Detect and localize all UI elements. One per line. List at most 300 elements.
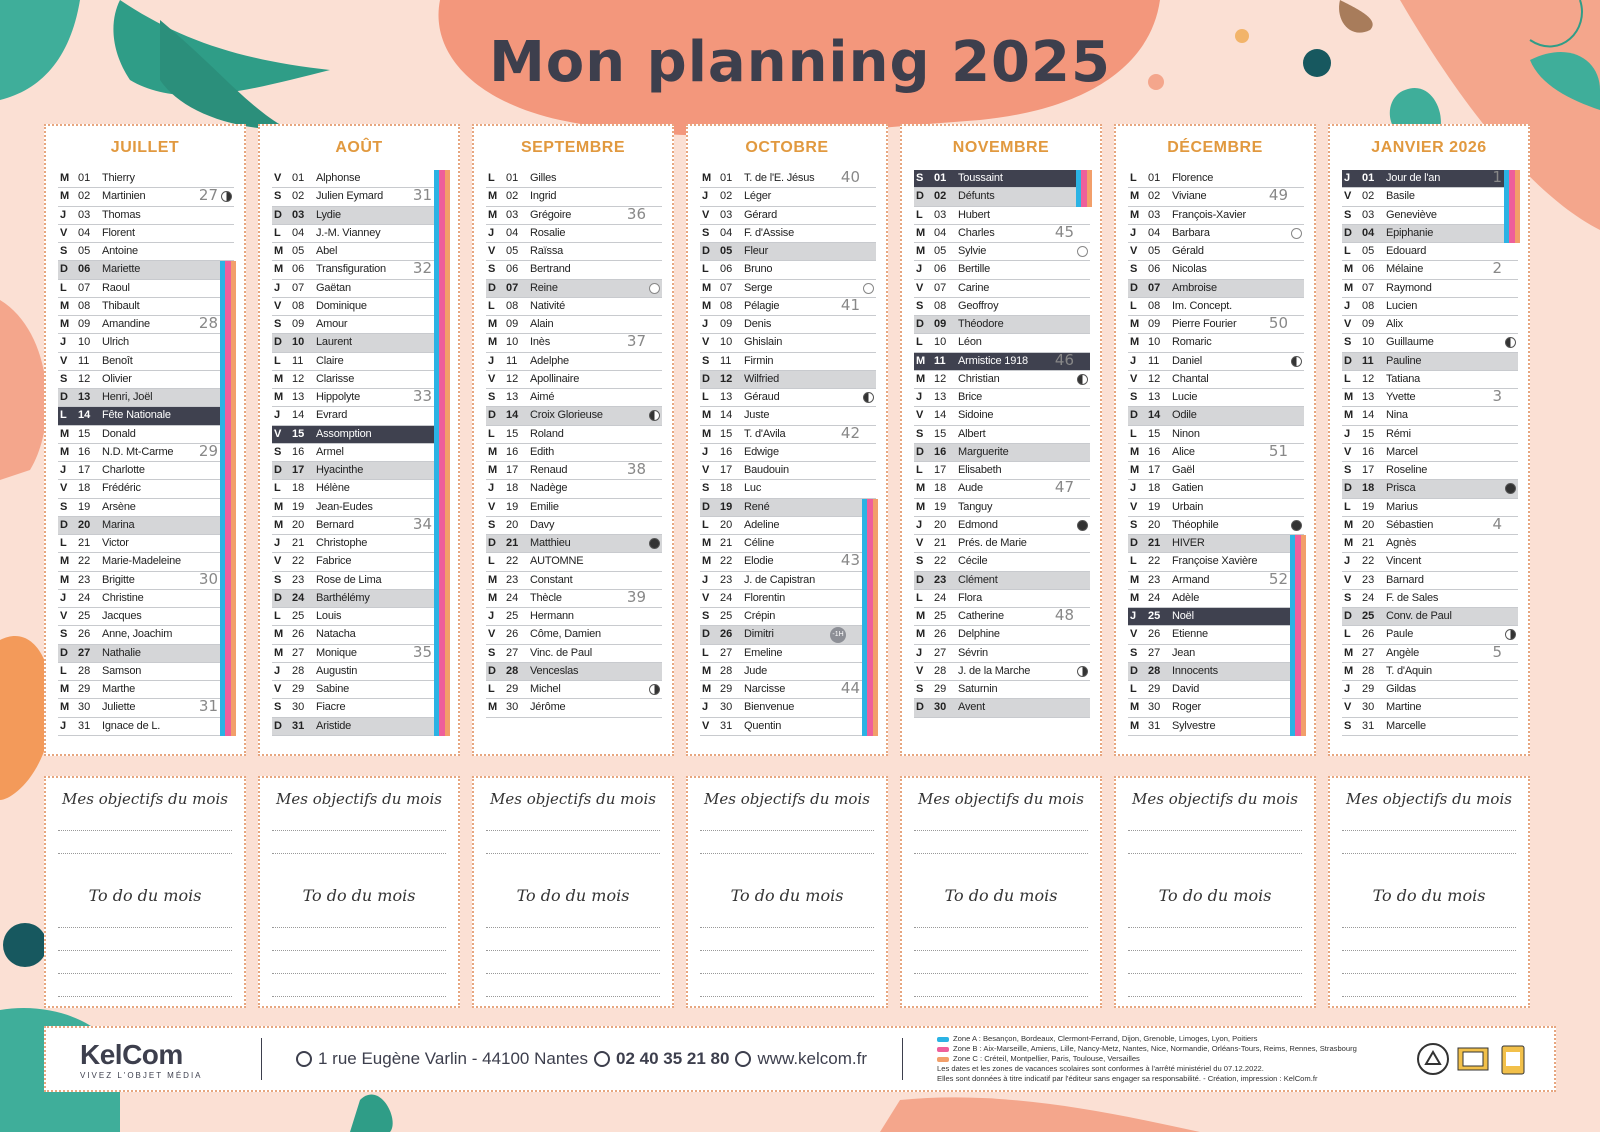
day-row[interactable] bbox=[272, 590, 448, 608]
day-row[interactable] bbox=[272, 426, 448, 444]
day-row[interactable] bbox=[914, 590, 1090, 608]
day-row[interactable] bbox=[58, 645, 234, 663]
day-row[interactable] bbox=[1128, 517, 1304, 535]
day-number: 28 bbox=[720, 664, 733, 677]
day-row[interactable] bbox=[914, 645, 1090, 663]
day-letter: D bbox=[916, 445, 924, 458]
day-row[interactable] bbox=[914, 480, 1090, 498]
saint-name: Emeline bbox=[744, 646, 783, 659]
saint-name: Florence bbox=[1172, 172, 1214, 185]
day-row[interactable] bbox=[914, 371, 1090, 389]
day-row[interactable] bbox=[58, 569, 234, 590]
writing-line[interactable] bbox=[272, 927, 446, 928]
writing-line[interactable] bbox=[1342, 950, 1516, 951]
day-row[interactable] bbox=[58, 225, 234, 243]
day-row[interactable] bbox=[272, 663, 448, 681]
day-number: 08 bbox=[78, 299, 91, 312]
day-row[interactable] bbox=[1128, 681, 1304, 699]
day-row[interactable] bbox=[1342, 499, 1518, 517]
writing-line[interactable] bbox=[914, 973, 1088, 974]
writing-line[interactable] bbox=[272, 950, 446, 951]
day-row[interactable] bbox=[914, 626, 1090, 644]
day-row[interactable] bbox=[486, 426, 662, 444]
day-letter: J bbox=[60, 719, 67, 732]
day-row[interactable] bbox=[272, 499, 448, 517]
day-row[interactable] bbox=[700, 517, 876, 535]
day-row[interactable] bbox=[914, 280, 1090, 298]
day-row[interactable] bbox=[58, 334, 234, 352]
day-number: 27 bbox=[1148, 646, 1161, 659]
day-row[interactable] bbox=[914, 389, 1090, 407]
day-row[interactable] bbox=[1128, 480, 1304, 498]
day-row[interactable] bbox=[1128, 499, 1304, 517]
day-row[interactable] bbox=[58, 699, 234, 717]
day-row[interactable] bbox=[1128, 645, 1304, 663]
day-row[interactable] bbox=[272, 207, 448, 225]
writing-line[interactable] bbox=[914, 853, 1088, 854]
saint-name: Odile bbox=[1172, 409, 1197, 422]
saint-name: Fabrice bbox=[316, 555, 352, 568]
day-row[interactable] bbox=[1342, 681, 1518, 699]
writing-line[interactable] bbox=[914, 830, 1088, 831]
day-row[interactable] bbox=[58, 207, 234, 225]
writing-line[interactable] bbox=[58, 853, 232, 854]
day-row[interactable] bbox=[1342, 462, 1518, 480]
writing-line[interactable] bbox=[700, 950, 874, 951]
day-row[interactable] bbox=[58, 298, 234, 316]
writing-line[interactable] bbox=[58, 973, 232, 974]
writing-line[interactable] bbox=[272, 853, 446, 854]
day-row[interactable] bbox=[272, 718, 448, 736]
day-row[interactable] bbox=[58, 353, 234, 371]
day-row[interactable] bbox=[914, 316, 1090, 334]
day-row[interactable] bbox=[272, 626, 448, 644]
day-row[interactable] bbox=[58, 316, 234, 334]
day-row[interactable] bbox=[914, 517, 1090, 535]
writing-line[interactable] bbox=[1128, 996, 1302, 997]
day-row[interactable] bbox=[1128, 718, 1304, 736]
day-row[interactable] bbox=[1342, 480, 1518, 498]
day-row[interactable] bbox=[700, 280, 876, 298]
day-row[interactable] bbox=[700, 295, 876, 316]
day-row[interactable] bbox=[58, 389, 234, 407]
day-row[interactable] bbox=[486, 280, 662, 298]
day-row[interactable] bbox=[1342, 170, 1518, 188]
day-row[interactable] bbox=[914, 243, 1090, 261]
day-row[interactable] bbox=[272, 170, 448, 188]
day-number: 04 bbox=[934, 226, 947, 239]
day-row[interactable] bbox=[1128, 569, 1304, 590]
day-row[interactable] bbox=[914, 350, 1090, 371]
day-letter: J bbox=[274, 664, 281, 677]
day-row[interactable] bbox=[58, 681, 234, 699]
day-row[interactable] bbox=[58, 663, 234, 681]
day-row[interactable] bbox=[914, 499, 1090, 517]
writing-line[interactable] bbox=[914, 927, 1088, 928]
writing-line[interactable] bbox=[1342, 996, 1516, 997]
day-number: 06 bbox=[78, 263, 91, 276]
day-row[interactable] bbox=[272, 280, 448, 298]
day-row[interactable] bbox=[1342, 535, 1518, 553]
day-row[interactable] bbox=[700, 444, 876, 462]
day-row[interactable] bbox=[1128, 243, 1304, 261]
day-row[interactable] bbox=[58, 188, 234, 206]
day-row[interactable] bbox=[486, 608, 662, 626]
day-row[interactable] bbox=[486, 462, 662, 480]
day-row[interactable] bbox=[486, 553, 662, 571]
day-row[interactable] bbox=[486, 699, 662, 717]
day-row[interactable] bbox=[700, 389, 876, 407]
day-row[interactable] bbox=[486, 389, 662, 407]
day-row[interactable] bbox=[58, 441, 234, 462]
day-row[interactable] bbox=[58, 517, 234, 535]
day-row[interactable] bbox=[700, 699, 876, 717]
day-row[interactable] bbox=[486, 444, 662, 462]
day-row[interactable] bbox=[700, 572, 876, 590]
day-row[interactable] bbox=[914, 334, 1090, 352]
day-row[interactable] bbox=[1342, 718, 1518, 736]
day-row[interactable] bbox=[914, 170, 1090, 188]
day-row[interactable] bbox=[486, 572, 662, 590]
writing-line[interactable] bbox=[58, 996, 232, 997]
day-row[interactable] bbox=[1342, 243, 1518, 261]
day-row[interactable] bbox=[272, 681, 448, 699]
day-row[interactable] bbox=[272, 514, 448, 535]
day-row[interactable] bbox=[58, 407, 234, 425]
writing-line[interactable] bbox=[914, 950, 1088, 951]
writing-line[interactable] bbox=[486, 830, 660, 831]
day-row[interactable] bbox=[1342, 389, 1518, 407]
day-row[interactable] bbox=[1128, 663, 1304, 681]
day-row[interactable] bbox=[1128, 608, 1304, 626]
day-row[interactable] bbox=[1342, 298, 1518, 316]
writing-line[interactable] bbox=[58, 927, 232, 928]
day-row[interactable] bbox=[700, 334, 876, 352]
day-row[interactable] bbox=[1128, 371, 1304, 389]
day-row[interactable] bbox=[1342, 699, 1518, 717]
day-row[interactable] bbox=[914, 261, 1090, 279]
day-number: 13 bbox=[1148, 391, 1161, 404]
day-row[interactable] bbox=[486, 353, 662, 371]
writing-line[interactable] bbox=[486, 950, 660, 951]
day-row[interactable] bbox=[700, 207, 876, 225]
day-row[interactable] bbox=[58, 243, 234, 261]
day-row[interactable] bbox=[486, 204, 662, 225]
day-number: 11 bbox=[78, 354, 90, 367]
day-row[interactable] bbox=[700, 645, 876, 663]
day-row[interactable] bbox=[272, 553, 448, 571]
writing-line[interactable] bbox=[1128, 950, 1302, 951]
day-row[interactable] bbox=[914, 699, 1090, 717]
day-row[interactable] bbox=[914, 535, 1090, 553]
day-row[interactable] bbox=[272, 316, 448, 334]
day-row[interactable] bbox=[486, 407, 662, 425]
day-row[interactable] bbox=[914, 407, 1090, 425]
day-row[interactable] bbox=[914, 663, 1090, 681]
day-row[interactable] bbox=[1342, 626, 1518, 644]
day-row[interactable] bbox=[272, 389, 448, 407]
day-row[interactable] bbox=[272, 699, 448, 717]
saint-name: Augustin bbox=[316, 664, 358, 677]
vacation-stripes bbox=[1290, 535, 1306, 736]
day-letter: M bbox=[274, 245, 284, 258]
writing-line[interactable] bbox=[486, 927, 660, 928]
day-row[interactable] bbox=[914, 426, 1090, 444]
day-row[interactable] bbox=[700, 225, 876, 243]
day-row[interactable] bbox=[1128, 298, 1304, 316]
day-row[interactable] bbox=[58, 718, 234, 736]
day-row[interactable] bbox=[58, 371, 234, 389]
day-row[interactable] bbox=[700, 371, 876, 389]
day-number: 03 bbox=[506, 208, 519, 221]
day-number: 11 bbox=[934, 354, 946, 367]
day-row[interactable] bbox=[58, 280, 234, 298]
day-list bbox=[486, 170, 662, 718]
writing-line[interactable] bbox=[700, 853, 874, 854]
day-row[interactable] bbox=[1128, 626, 1304, 644]
day-row[interactable] bbox=[1342, 514, 1518, 535]
day-row[interactable] bbox=[272, 188, 448, 206]
writing-line[interactable] bbox=[486, 973, 660, 974]
day-row[interactable] bbox=[700, 423, 876, 444]
day-row[interactable] bbox=[58, 553, 234, 571]
saint-name: Agnès bbox=[1386, 537, 1417, 550]
day-row[interactable] bbox=[1128, 207, 1304, 225]
day-row[interactable] bbox=[272, 462, 448, 480]
day-row[interactable] bbox=[1128, 441, 1304, 462]
writing-line[interactable] bbox=[1128, 927, 1302, 928]
day-row[interactable] bbox=[700, 663, 876, 681]
writing-line[interactable] bbox=[1128, 853, 1302, 854]
day-row[interactable] bbox=[1128, 426, 1304, 444]
day-row[interactable] bbox=[700, 608, 876, 626]
day-row[interactable] bbox=[272, 298, 448, 316]
day-row[interactable] bbox=[1342, 553, 1518, 571]
day-row[interactable] bbox=[272, 334, 448, 352]
day-row[interactable] bbox=[700, 243, 876, 261]
writing-line[interactable] bbox=[272, 996, 446, 997]
saint-name: Antoine bbox=[102, 245, 138, 258]
day-row[interactable] bbox=[914, 298, 1090, 316]
writing-line[interactable] bbox=[58, 830, 232, 831]
saint-name: Luc bbox=[744, 482, 762, 495]
writing-line[interactable] bbox=[272, 973, 446, 974]
day-row[interactable] bbox=[1342, 426, 1518, 444]
day-row[interactable] bbox=[1342, 207, 1518, 225]
day-row[interactable] bbox=[700, 480, 876, 498]
day-row[interactable] bbox=[58, 261, 234, 279]
day-row[interactable] bbox=[1342, 407, 1518, 425]
day-row[interactable] bbox=[1342, 225, 1518, 243]
day-row[interactable] bbox=[1128, 590, 1304, 608]
day-row[interactable] bbox=[58, 626, 234, 644]
day-row[interactable] bbox=[486, 587, 662, 608]
writing-line[interactable] bbox=[486, 853, 660, 854]
day-row[interactable] bbox=[1342, 334, 1518, 352]
day-row[interactable] bbox=[486, 480, 662, 498]
day-row[interactable] bbox=[1128, 553, 1304, 571]
day-row[interactable] bbox=[486, 535, 662, 553]
day-row[interactable] bbox=[486, 170, 662, 188]
day-row[interactable] bbox=[272, 371, 448, 389]
day-row[interactable] bbox=[272, 572, 448, 590]
day-row[interactable] bbox=[272, 243, 448, 261]
day-row[interactable] bbox=[700, 535, 876, 553]
day-row[interactable] bbox=[1128, 389, 1304, 407]
day-row[interactable] bbox=[272, 608, 448, 626]
saint-name: Jérôme bbox=[530, 701, 566, 714]
writing-line[interactable] bbox=[1342, 830, 1516, 831]
day-row[interactable] bbox=[486, 645, 662, 663]
day-number: 26 bbox=[934, 628, 947, 641]
day-row[interactable] bbox=[486, 188, 662, 206]
day-row[interactable] bbox=[486, 517, 662, 535]
saint-name: Venceslas bbox=[530, 664, 579, 677]
day-row[interactable] bbox=[486, 334, 662, 352]
writing-line[interactable] bbox=[1342, 927, 1516, 928]
day-row[interactable] bbox=[58, 480, 234, 498]
day-row[interactable] bbox=[700, 170, 876, 188]
day-row[interactable] bbox=[700, 462, 876, 480]
day-row[interactable] bbox=[486, 225, 662, 243]
moon-phase-icon bbox=[1077, 374, 1088, 385]
day-row[interactable] bbox=[1128, 462, 1304, 480]
writing-line[interactable] bbox=[700, 927, 874, 928]
day-row[interactable] bbox=[58, 608, 234, 626]
day-row[interactable] bbox=[914, 681, 1090, 699]
day-row[interactable] bbox=[700, 553, 876, 571]
writing-line[interactable] bbox=[1342, 973, 1516, 974]
day-row[interactable] bbox=[486, 243, 662, 261]
day-row[interactable] bbox=[700, 407, 876, 425]
day-row[interactable] bbox=[1342, 572, 1518, 590]
day-row[interactable] bbox=[914, 188, 1090, 206]
day-number: 16 bbox=[934, 445, 947, 458]
day-row[interactable] bbox=[1342, 642, 1518, 663]
day-letter: M bbox=[916, 372, 926, 385]
writing-line[interactable] bbox=[58, 950, 232, 951]
month-name: OCTOBRE bbox=[745, 139, 829, 156]
day-row[interactable] bbox=[1342, 608, 1518, 626]
day-row[interactable] bbox=[486, 298, 662, 316]
day-row[interactable] bbox=[272, 225, 448, 243]
day-row[interactable] bbox=[700, 353, 876, 371]
website-link[interactable]: www.kelcom.fr bbox=[757, 1049, 868, 1068]
writing-line[interactable] bbox=[486, 996, 660, 997]
day-row[interactable] bbox=[1128, 188, 1304, 206]
day-row[interactable] bbox=[486, 681, 662, 699]
writing-line[interactable] bbox=[1128, 973, 1302, 974]
day-row[interactable] bbox=[700, 590, 876, 608]
day-row[interactable] bbox=[272, 261, 448, 279]
day-row[interactable] bbox=[700, 681, 876, 699]
day-letter: M bbox=[702, 555, 712, 568]
day-row[interactable] bbox=[700, 718, 876, 736]
day-row[interactable] bbox=[700, 261, 876, 279]
day-row[interactable] bbox=[1128, 699, 1304, 717]
day-row[interactable] bbox=[1342, 663, 1518, 681]
day-row[interactable] bbox=[1342, 371, 1518, 389]
day-row[interactable] bbox=[272, 642, 448, 663]
day-row[interactable] bbox=[58, 462, 234, 480]
day-row[interactable] bbox=[1128, 261, 1304, 279]
day-row[interactable] bbox=[58, 426, 234, 444]
day-row[interactable] bbox=[1128, 407, 1304, 425]
writing-line[interactable] bbox=[1128, 830, 1302, 831]
day-letter: M bbox=[916, 628, 926, 641]
day-row[interactable] bbox=[1128, 535, 1304, 553]
writing-line[interactable] bbox=[700, 973, 874, 974]
day-row[interactable] bbox=[58, 499, 234, 517]
day-row[interactable] bbox=[272, 535, 448, 553]
saint-name: Sidoine bbox=[958, 409, 994, 422]
day-row[interactable] bbox=[486, 499, 662, 517]
day-row[interactable] bbox=[1128, 353, 1304, 371]
day-row[interactable] bbox=[1342, 316, 1518, 334]
day-number: 07 bbox=[934, 281, 947, 294]
day-row[interactable] bbox=[914, 553, 1090, 571]
day-row[interactable] bbox=[1342, 444, 1518, 462]
day-row[interactable] bbox=[700, 188, 876, 206]
day-row[interactable] bbox=[914, 222, 1090, 243]
day-row[interactable] bbox=[1342, 188, 1518, 206]
day-letter: M bbox=[60, 318, 70, 331]
writing-line[interactable] bbox=[914, 996, 1088, 997]
day-row[interactable] bbox=[58, 590, 234, 608]
day-row[interactable] bbox=[700, 626, 876, 644]
day-row[interactable] bbox=[486, 261, 662, 279]
day-row[interactable] bbox=[700, 499, 876, 517]
day-row[interactable] bbox=[914, 572, 1090, 590]
day-row[interactable] bbox=[1342, 590, 1518, 608]
day-row[interactable] bbox=[272, 444, 448, 462]
day-letter: V bbox=[60, 354, 68, 367]
saint-name: Aimé bbox=[530, 391, 555, 404]
day-row[interactable] bbox=[914, 608, 1090, 626]
day-row[interactable] bbox=[1128, 280, 1304, 298]
writing-line[interactable] bbox=[700, 830, 874, 831]
day-row[interactable] bbox=[700, 316, 876, 334]
day-row[interactable] bbox=[914, 462, 1090, 480]
day-row[interactable] bbox=[272, 407, 448, 425]
week-number: 48 bbox=[1054, 606, 1074, 624]
objectives-heading: Mes objectifs du mois bbox=[276, 790, 442, 808]
day-row[interactable] bbox=[486, 663, 662, 681]
writing-line[interactable] bbox=[272, 830, 446, 831]
day-row[interactable] bbox=[1128, 225, 1304, 243]
day-row[interactable] bbox=[914, 444, 1090, 462]
day-row[interactable] bbox=[58, 535, 234, 553]
day-letter: M bbox=[702, 664, 712, 677]
day-row[interactable] bbox=[486, 626, 662, 644]
day-row[interactable] bbox=[914, 207, 1090, 225]
day-row[interactable] bbox=[1342, 353, 1518, 371]
day-row[interactable] bbox=[1128, 316, 1304, 334]
day-row[interactable] bbox=[58, 170, 234, 188]
day-row[interactable] bbox=[1128, 170, 1304, 188]
writing-line[interactable] bbox=[700, 996, 874, 997]
day-row[interactable] bbox=[486, 316, 662, 334]
saint-name: Quentin bbox=[744, 719, 782, 732]
day-row[interactable] bbox=[1342, 280, 1518, 298]
day-number: 31 bbox=[78, 719, 91, 732]
day-row[interactable] bbox=[486, 371, 662, 389]
day-row[interactable] bbox=[1128, 334, 1304, 352]
day-row[interactable] bbox=[1342, 261, 1518, 279]
writing-line[interactable] bbox=[1342, 853, 1516, 854]
day-row[interactable] bbox=[272, 353, 448, 371]
day-row[interactable] bbox=[272, 480, 448, 498]
